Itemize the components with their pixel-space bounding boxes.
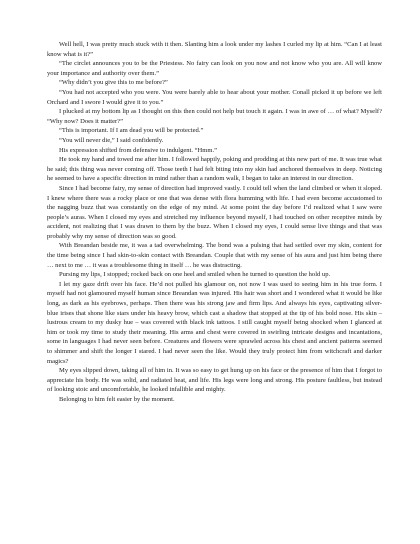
paragraph-11: With Breandan beside me, it was a tad overwhelming. The bond was a pulsing that had settled over my skin, content for the time being since I had skin-to-skin contact with Breandan. Couple that with my sense of his aura and just him being there … next to me … it was a troublesome thing in itself … he was distracting. bbox=[47, 242, 382, 269]
paragraph-12: Pursing my lips, I stopped; rocked back on one heel and smiled when he turned to question the hold up. bbox=[59, 271, 331, 279]
paragraph-5: I plucked at my bottom lip as I thought on this then could not help but touch it again. I was in awe of … of what? Myself? “Why now? Does it matter?” bbox=[47, 108, 382, 125]
paragraph-14: My eyes slipped down, taking all of him in. It was so easy to get hung up on his face or the presence of him that I forgot to appreciate his body. He was solid, and radiated heat, and life. His legs were long and strong. His posture faultless, but instead of looking stoic and uncomfortable, he looked infallible and mighty. bbox=[47, 367, 382, 394]
document-page bbox=[47, 40, 382, 405]
paragraph-15: Belonging to him felt easier by the moment. bbox=[59, 395, 175, 403]
paragraph-10: Since I had become fairy, my sense of direction had improved vastly. I could tell when the land climbed or when it sloped. I knew where there was a rocky place or one that was dense with flora humming with life. I had even become accustomed to the nagging buzz that was constantly on the edge of my mind. At some point the day before I’d realized what I saw were people’s auras. When I closed my eyes and stretched my influence beyond myself, I had touched on other receptive minds by accident, not realizing that I was drawn to them by the buzz. When I closed my eyes, I could sense live things and that was probably why my sense of direction was so good. bbox=[47, 184, 382, 240]
paragraph-1: Well hell, I was pretty much stuck with it then. Slanting him a look under my lashes I curled my lip at him. “Can I at least know what is it?” bbox=[47, 41, 382, 58]
paragraph-13: I let my gaze drift over his face. He’d not pulled his glamour on, not now I was used to seeing him in his true form. I myself had not glamoured myself human since Breandan was injured. His hair was short and I wondered what it would be like long, as dark as his eyebrows, perhaps. Then there was his strong jaw and firm lips. And always his eyes, captivating silver-blue irises that shone like stars under his heavy brow, which cast a shadow that stopped at the tip of his bold nose. His skin –lustrous cream to my dusky hue – was covered with black ink tattoos. I still caught myself being shocked when I glanced at him or took my time to study their meaning. His arms and chest were covered in swirling intricate designs and incantations, some in languages I had never seen before. Creatures and flowers were sprawled across his chest and ancient patterns seemed to shimmer and shift the longer I stared. I had never seen the like. Would they truly protect him from witchcraft and darker magics? bbox=[47, 280, 382, 365]
paragraph-2: “The circlet announces you to be the Priestess. No fairy can look on you now and not know who you are. All will know your importance and authority over them.” bbox=[47, 60, 382, 77]
paragraph-3: “Why didn’t you give this to me before?” bbox=[59, 79, 168, 87]
paragraph-4: “You had not accepted who you were. You were barely able to hear about your mother. Conall picked it up before we left Orchard and I swore I would give it to you.” bbox=[47, 88, 382, 106]
paragraph-8: His expression shifted from defensive to indulgent. “Hmm.” bbox=[59, 146, 218, 154]
paragraph-6: “This is important. If I am dead you will be protected.” bbox=[59, 127, 204, 135]
paragraph-9: He took my hand and towed me after him. I followed happily, poking and prodding at this new part of me. It was true what he said; this thing was never coming off. Those teeth I had felt biting into my skin had anchored themselves in deep. Noticing he seemed to have a specific direction in mind rather than a random walk, I began to take an interest in our direction. bbox=[47, 156, 382, 183]
paragraph-7: “You will never die,” I said confidently. bbox=[59, 136, 164, 144]
